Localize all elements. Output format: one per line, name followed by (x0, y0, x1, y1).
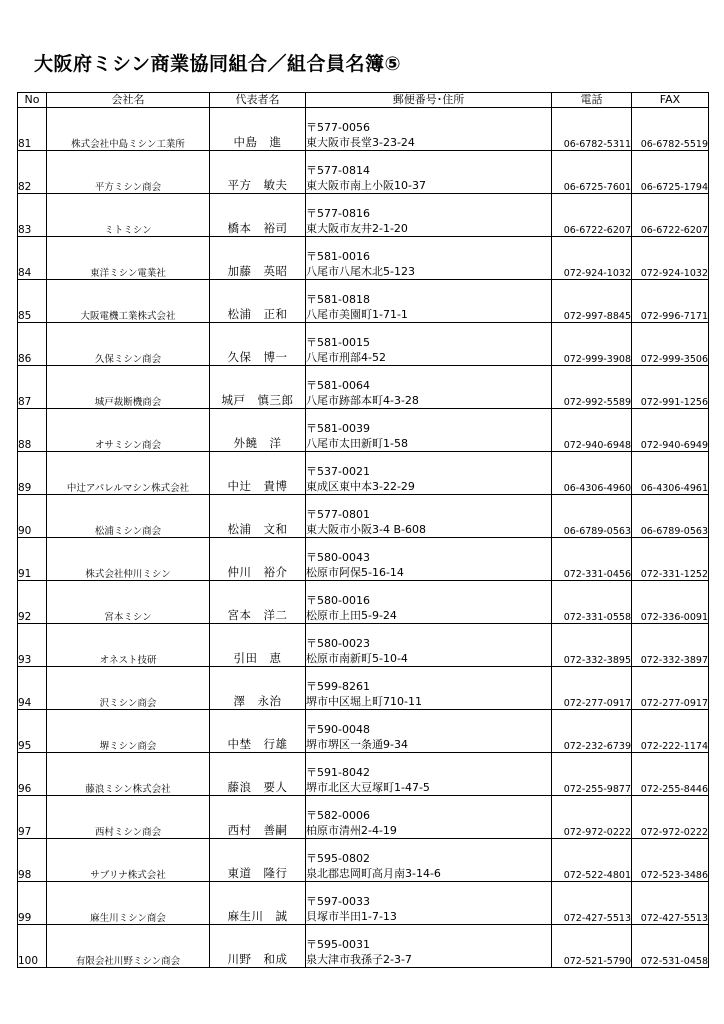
company-name: 有限会社川野ミシン商会 (47, 925, 210, 968)
postal-code: 〒577-0814 (306, 164, 370, 177)
phone-number: 072-331-0558 (552, 581, 632, 624)
member-number: 82 (18, 151, 47, 194)
table-row (18, 667, 709, 710)
fax-number: 072-996-7171 (632, 280, 709, 323)
company-name: 中辻アパレルマシン株式会社 (47, 452, 210, 495)
table-row (18, 495, 709, 538)
company-name: 城戸裁断機商会 (47, 366, 210, 409)
representative-name: 中島 進 (210, 108, 306, 151)
postal-code: 〒590-0048 (306, 723, 370, 736)
fax-number: 06-4306-4961 (632, 452, 709, 495)
representative-name: 橋本 裕司 (210, 194, 306, 237)
fax-number: 072-427-5513 (632, 882, 709, 925)
representative-name: 加藤 英昭 (210, 237, 306, 280)
company-name: 大阪電機工業株式会社 (47, 280, 210, 323)
representative-name: 松浦 正和 (210, 280, 306, 323)
phone-number: 06-6722-6207 (552, 194, 632, 237)
postal-address (306, 280, 552, 323)
street-address: 堺市中区堀上町710-11 (306, 695, 422, 708)
member-number: 81 (18, 108, 47, 151)
representative-name: 中埜 行雄 (210, 710, 306, 753)
phone-number: 06-6789-0563 (552, 495, 632, 538)
phone-number: 072-277-0917 (552, 667, 632, 710)
document-title: 大阪府ミシン商業協同組合／組合員名簿⑤ (34, 53, 402, 75)
member-number: 90 (18, 495, 47, 538)
fax-number: 072-531-0458 (632, 925, 709, 968)
company-name: 西村ミシン商会 (47, 796, 210, 839)
postal-code: 〒580-0016 (306, 594, 370, 607)
phone-number: 072-521-5790 (552, 925, 632, 968)
street-address: 泉大津市我孫子2-3-7 (306, 953, 412, 966)
representative-name: 藤浪 要人 (210, 753, 306, 796)
member-number: 98 (18, 839, 47, 882)
fax-number: 072-332-3897 (632, 624, 709, 667)
roster-body (18, 108, 709, 968)
phone-number: 06-6782-5311 (552, 108, 632, 151)
phone-number: 072-940-6948 (552, 409, 632, 452)
representative-name: 宮本 洋二 (210, 581, 306, 624)
street-address: 松原市阿保5-16-14 (306, 566, 404, 579)
postal-code: 〒580-0023 (306, 637, 370, 650)
street-address: 松原市上田5-9-24 (306, 609, 397, 622)
phone-number: 072-255-9877 (552, 753, 632, 796)
company-name: オサミシン商会 (47, 409, 210, 452)
postal-address (306, 108, 552, 151)
representative-name: 西村 善嗣 (210, 796, 306, 839)
member-number: 93 (18, 624, 47, 667)
street-address: 東大阪市南上小阪10-37 (306, 179, 426, 192)
member-number: 85 (18, 280, 47, 323)
phone-number: 072-997-8845 (552, 280, 632, 323)
phone-number: 072-232-6739 (552, 710, 632, 753)
fax-number: 072-336-0091 (632, 581, 709, 624)
company-name: 久保ミシン商会 (47, 323, 210, 366)
member-number: 91 (18, 538, 47, 581)
company-name: 株式会社中島ミシン工業所 (47, 108, 210, 151)
phone-number: 072-331-0456 (552, 538, 632, 581)
header-no: No (18, 93, 47, 108)
street-address: 東大阪市友井2-1-20 (306, 222, 408, 235)
fax-number: 06-6789-0563 (632, 495, 709, 538)
postal-code: 〒597-0033 (306, 895, 370, 908)
postal-code: 〒595-0802 (306, 852, 370, 865)
street-address: 八尾市跡部本町4-3-28 (306, 394, 419, 407)
postal-code: 〒581-0064 (306, 379, 370, 392)
member-roster-table (17, 92, 709, 968)
postal-code: 〒581-0016 (306, 250, 370, 263)
fax-number: 072-991-1256 (632, 366, 709, 409)
postal-code: 〒580-0043 (306, 551, 370, 564)
postal-address (306, 667, 552, 710)
representative-name: 東道 隆行 (210, 839, 306, 882)
phone-number: 072-999-3908 (552, 323, 632, 366)
member-number: 84 (18, 237, 47, 280)
company-name: 宮本ミシン (47, 581, 210, 624)
phone-number: 072-992-5589 (552, 366, 632, 409)
postal-address (306, 925, 552, 968)
table-row (18, 108, 709, 151)
table-row (18, 409, 709, 452)
member-number: 89 (18, 452, 47, 495)
representative-name: 川野 和成 (210, 925, 306, 968)
postal-address (306, 839, 552, 882)
table-row (18, 710, 709, 753)
postal-code: 〒581-0015 (306, 336, 370, 349)
fax-number: 06-6725-1794 (632, 151, 709, 194)
member-number: 97 (18, 796, 47, 839)
phone-number: 072-427-5513 (552, 882, 632, 925)
representative-name: 平方 敏夫 (210, 151, 306, 194)
table-row (18, 839, 709, 882)
postal-address (306, 882, 552, 925)
member-number: 95 (18, 710, 47, 753)
table-row (18, 753, 709, 796)
fax-number: 072-940-6949 (632, 409, 709, 452)
fax-number: 072-972-0222 (632, 796, 709, 839)
table-row (18, 237, 709, 280)
table-row (18, 882, 709, 925)
postal-code: 〒581-0039 (306, 422, 370, 435)
header-fax: FAX (632, 93, 709, 108)
fax-number: 072-255-8446 (632, 753, 709, 796)
member-number: 99 (18, 882, 47, 925)
street-address: 松原市南新町5-10-4 (306, 652, 408, 665)
street-address: 柏原市清州2-4-19 (306, 824, 397, 837)
member-number: 92 (18, 581, 47, 624)
street-address: 八尾市美園町1-71-1 (306, 308, 408, 321)
table-row (18, 323, 709, 366)
postal-address (306, 710, 552, 753)
postal-address (306, 796, 552, 839)
representative-name: 外饒 洋 (210, 409, 306, 452)
postal-code: 〒581-0818 (306, 293, 370, 306)
street-address: 八尾市八尾木北5-123 (306, 265, 415, 278)
representative-name: 仲川 裕介 (210, 538, 306, 581)
member-number: 96 (18, 753, 47, 796)
fax-number: 072-999-3506 (632, 323, 709, 366)
table-row (18, 194, 709, 237)
street-address: 堺市堺区一条通9-34 (306, 738, 408, 751)
fax-number: 072-523-3486 (632, 839, 709, 882)
header-phone: 電話 (552, 93, 632, 108)
postal-address (306, 495, 552, 538)
postal-address (306, 581, 552, 624)
street-address: 東大阪市長堂3-23-24 (306, 136, 415, 149)
company-name: ミトミシン (47, 194, 210, 237)
member-number: 86 (18, 323, 47, 366)
representative-name: 松浦 文和 (210, 495, 306, 538)
table-row (18, 538, 709, 581)
postal-address (306, 194, 552, 237)
representative-name: 引田 恵 (210, 624, 306, 667)
phone-number: 06-6725-7601 (552, 151, 632, 194)
street-address: 東大阪市小阪3-4 B-608 (306, 523, 426, 536)
postal-code: 〒582-0006 (306, 809, 370, 822)
postal-address (306, 409, 552, 452)
street-address: 泉北郡忠岡町高月南3-14-6 (306, 867, 441, 880)
postal-code: 〒599-8261 (306, 680, 370, 693)
postal-code: 〒595-0031 (306, 938, 370, 951)
company-name: 松浦ミシン商会 (47, 495, 210, 538)
fax-number: 072-924-1032 (632, 237, 709, 280)
company-name: 東洋ミシン電業社 (47, 237, 210, 280)
postal-code: 〒577-0816 (306, 207, 370, 220)
postal-address (306, 151, 552, 194)
representative-name: 城戸 慎三郎 (210, 366, 306, 409)
phone-number: 072-924-1032 (552, 237, 632, 280)
phone-number: 06-4306-4960 (552, 452, 632, 495)
street-address: 堺市北区大豆塚町1-47-5 (306, 781, 430, 794)
company-name: 平方ミシン商会 (47, 151, 210, 194)
fax-number: 072-331-1252 (632, 538, 709, 581)
postal-code: 〒591-8042 (306, 766, 370, 779)
table-row (18, 581, 709, 624)
street-address: 東成区東中本3-22-29 (306, 480, 415, 493)
postal-address (306, 753, 552, 796)
postal-address (306, 237, 552, 280)
member-number: 88 (18, 409, 47, 452)
postal-address (306, 624, 552, 667)
company-name: サブリナ株式会社 (47, 839, 210, 882)
company-name: オネスト技研 (47, 624, 210, 667)
postal-address (306, 323, 552, 366)
header-row (18, 93, 709, 108)
table-row (18, 796, 709, 839)
fax-number: 072-277-0917 (632, 667, 709, 710)
representative-name: 中辻 貴博 (210, 452, 306, 495)
company-name: 麻生川ミシン商会 (47, 882, 210, 925)
table-row (18, 366, 709, 409)
company-name: 沢ミシン商会 (47, 667, 210, 710)
phone-number: 072-972-0222 (552, 796, 632, 839)
table-row (18, 925, 709, 968)
table-row (18, 280, 709, 323)
member-number: 94 (18, 667, 47, 710)
header-representative: 代表者名 (210, 93, 306, 108)
member-number: 87 (18, 366, 47, 409)
header-company: 会社名 (47, 93, 210, 108)
postal-address (306, 452, 552, 495)
fax-number: 06-6722-6207 (632, 194, 709, 237)
representative-name: 澤 永治 (210, 667, 306, 710)
postal-address (306, 538, 552, 581)
postal-code: 〒537-0021 (306, 465, 370, 478)
postal-code: 〒577-0056 (306, 121, 370, 134)
member-number: 100 (18, 925, 47, 968)
company-name: 藤浪ミシン株式会社 (47, 753, 210, 796)
representative-name: 麻生川 誠 (210, 882, 306, 925)
fax-number: 06-6782-5519 (632, 108, 709, 151)
representative-name: 久保 博一 (210, 323, 306, 366)
phone-number: 072-332-3895 (552, 624, 632, 667)
table-row (18, 624, 709, 667)
fax-number: 072-222-1174 (632, 710, 709, 753)
company-name: 堺ミシン商会 (47, 710, 210, 753)
phone-number: 072-522-4801 (552, 839, 632, 882)
table-row (18, 452, 709, 495)
street-address: 八尾市刑部4-52 (306, 351, 386, 364)
header-address: 郵便番号･住所 (306, 93, 552, 108)
member-number: 83 (18, 194, 47, 237)
postal-address (306, 366, 552, 409)
company-name: 株式会社仲川ミシン (47, 538, 210, 581)
street-address: 貝塚市半田1-7-13 (306, 910, 397, 923)
table-row (18, 151, 709, 194)
postal-code: 〒577-0801 (306, 508, 370, 521)
street-address: 八尾市太田新町1-58 (306, 437, 408, 450)
